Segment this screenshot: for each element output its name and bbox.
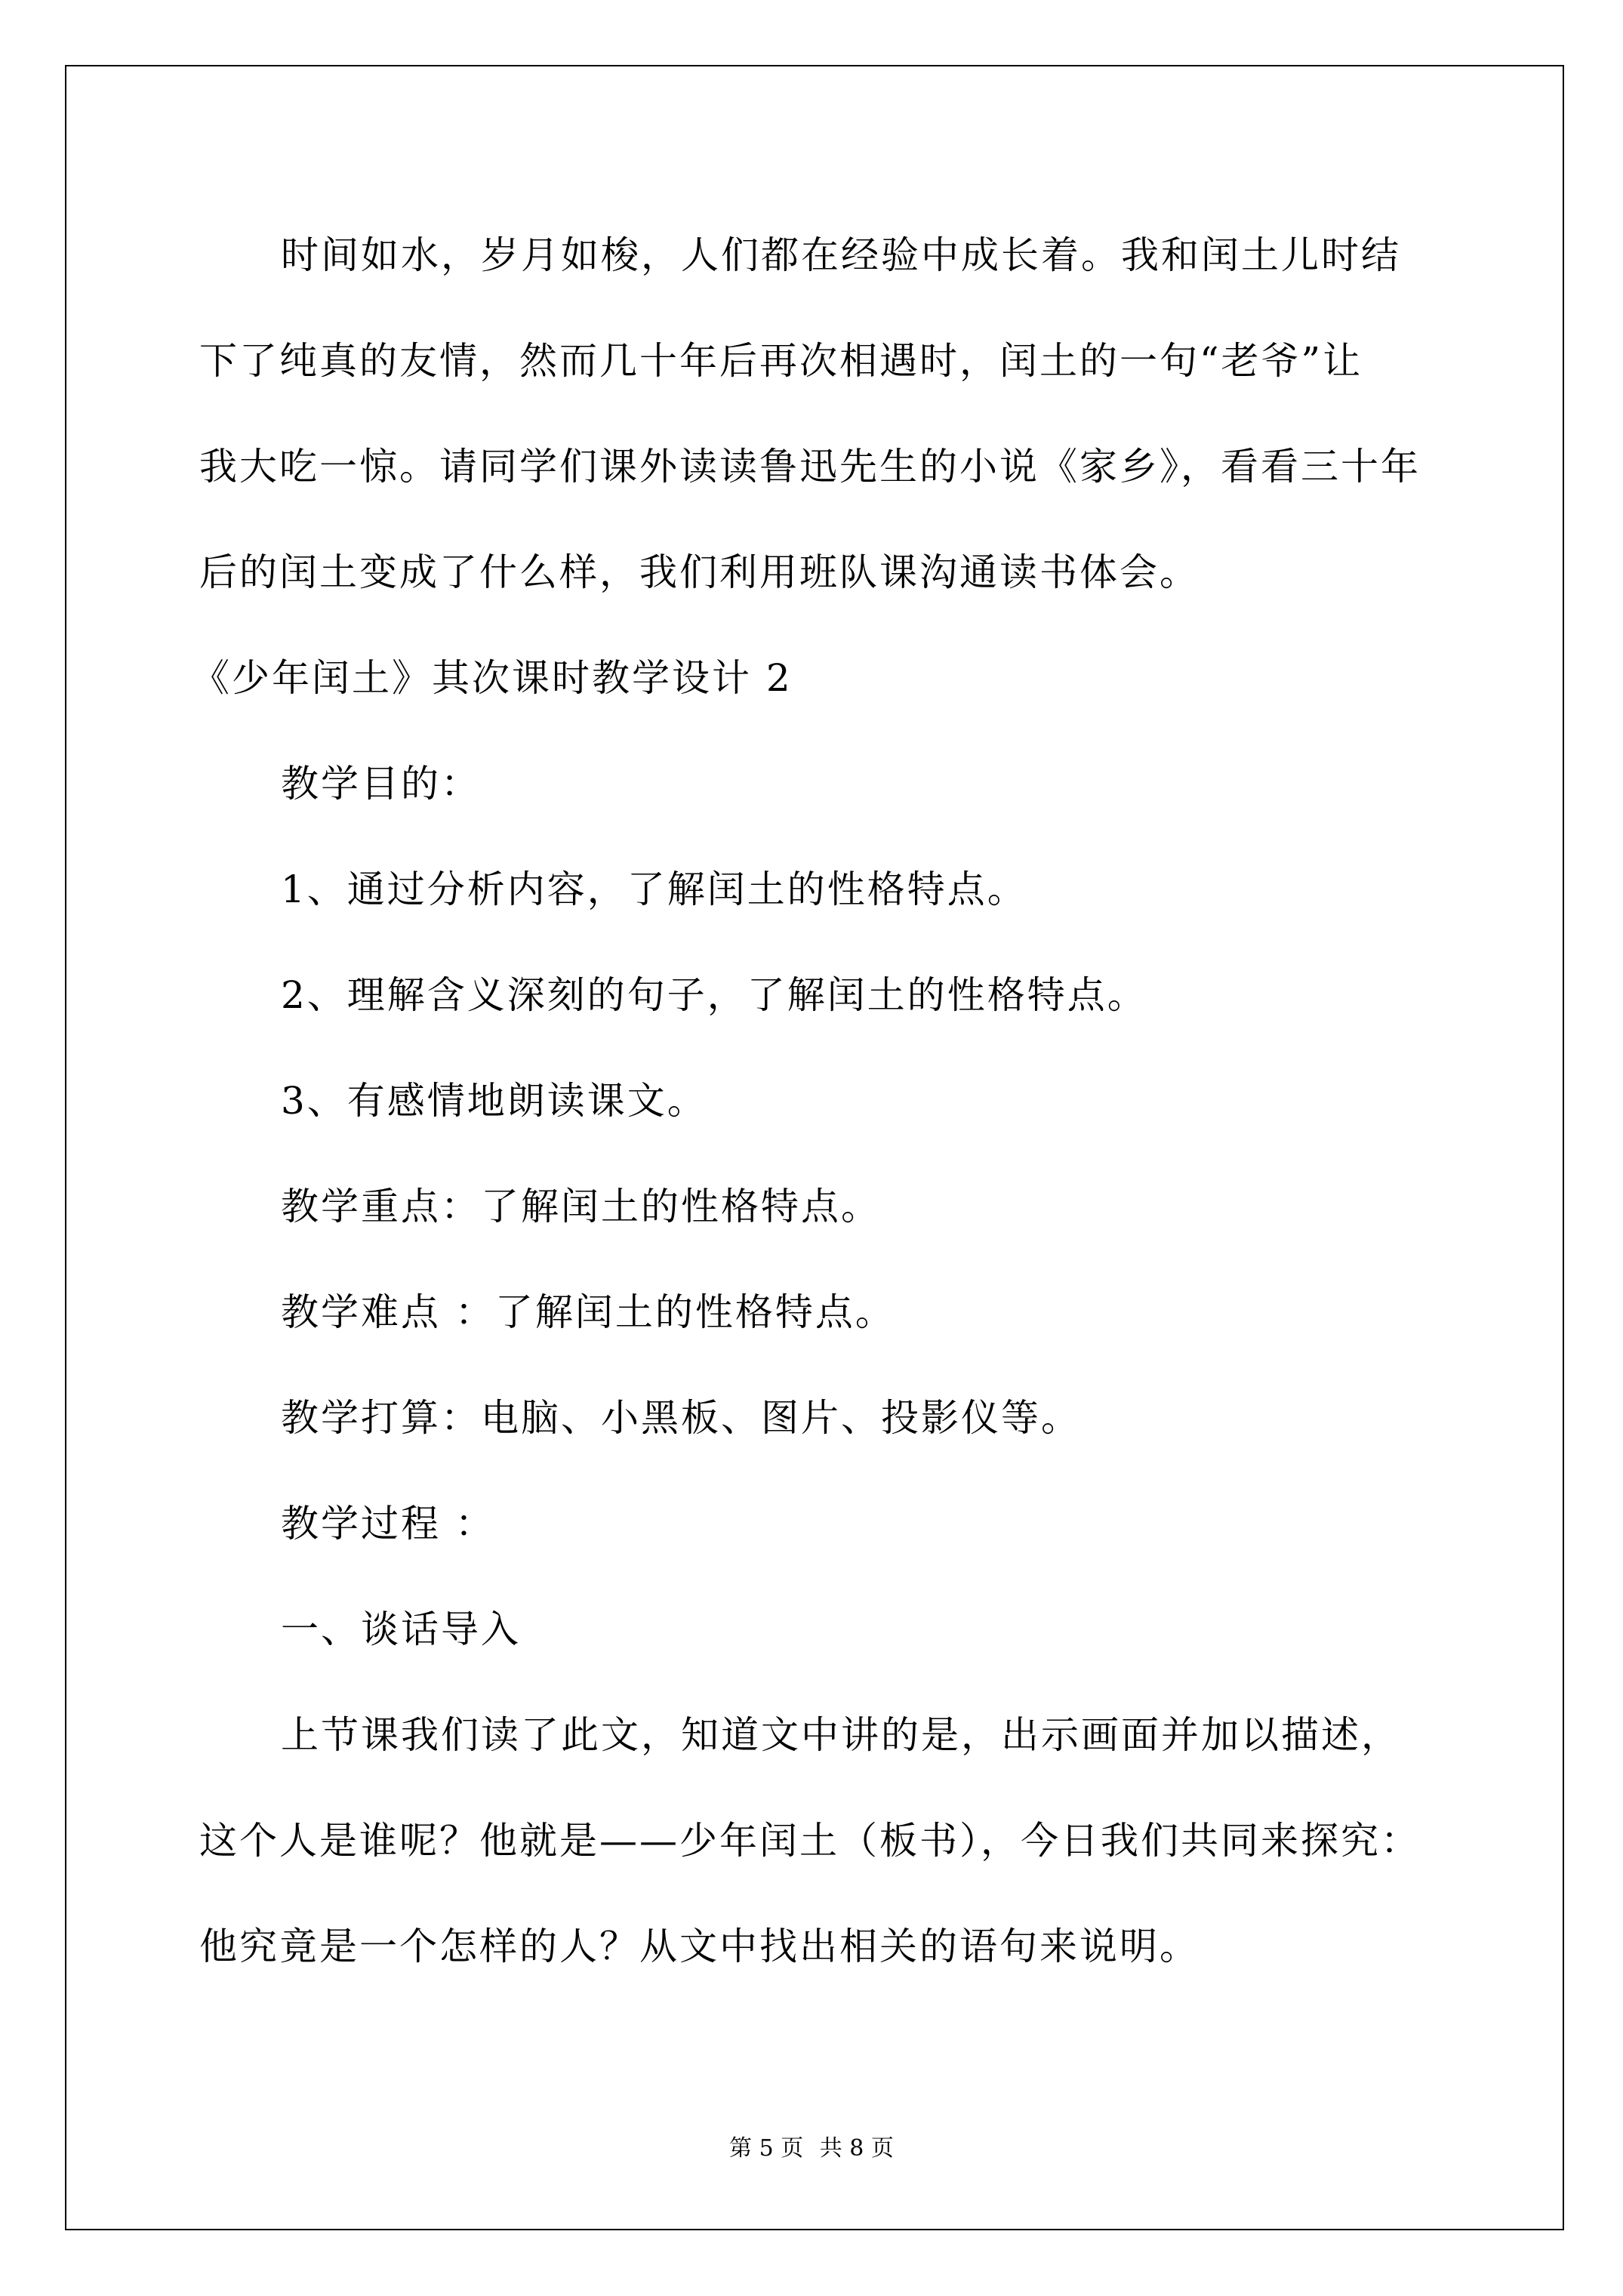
- page-number: 第 5 页: [729, 2135, 804, 2162]
- paragraph-line: 他究竟是一个怎样的人？从文中找出相关的语句来说明。: [199, 1925, 1200, 1968]
- paragraph-line: 时间如水，岁月如梭，人们都在经验中成长着。我和闰土儿时结: [281, 233, 1401, 277]
- paragraph-line: 我大吃一惊。请同学们课外读读鲁迅先生的小说《家乡》，看看三十年: [199, 445, 1421, 488]
- paragraph-line: 后的闰土变成了什么样，我们利用班队课沟通读书体会。: [199, 550, 1200, 594]
- list-item: 3、有感情地朗读课文。: [281, 1079, 707, 1123]
- paragraph-line: 教学难点 ：了解闰土的性格特点。: [281, 1290, 895, 1334]
- page-total: 共 8 页: [819, 2135, 894, 2162]
- paragraph-line: 下了纯真的友情，然而几十年后再次相遇时，闰土的一句“老爷”让: [199, 339, 1363, 383]
- page-footer: [0, 2134, 1623, 2164]
- paragraph-line: 上节课我们读了此文，知道文中讲的是，出示画面并加以描述，: [281, 1713, 1401, 1757]
- paragraph-line: 这个人是谁呢？他就是——少年闰土（板书），今日我们共同来探究：: [199, 1819, 1421, 1863]
- list-item: 2、理解含义深刻的句子，了解闰土的性格特点。: [281, 973, 1147, 1017]
- paragraph-line: 教学过程 ：: [281, 1502, 495, 1546]
- paragraph-line: 教学重点：了解闰土的性格特点。: [281, 1185, 881, 1228]
- list-item: 1、通过分析内容，了解闰土的性格特点。: [281, 868, 1027, 911]
- section-title: 《少年闰土》其次课时教学设计 2: [192, 656, 793, 700]
- paragraph-line: 教学目的：: [281, 762, 481, 806]
- paragraph-line: 教学打算：电脑、小黑板、图片、投影仪等。: [281, 1396, 1081, 1440]
- section-heading: 一、谈话导入: [281, 1607, 521, 1651]
